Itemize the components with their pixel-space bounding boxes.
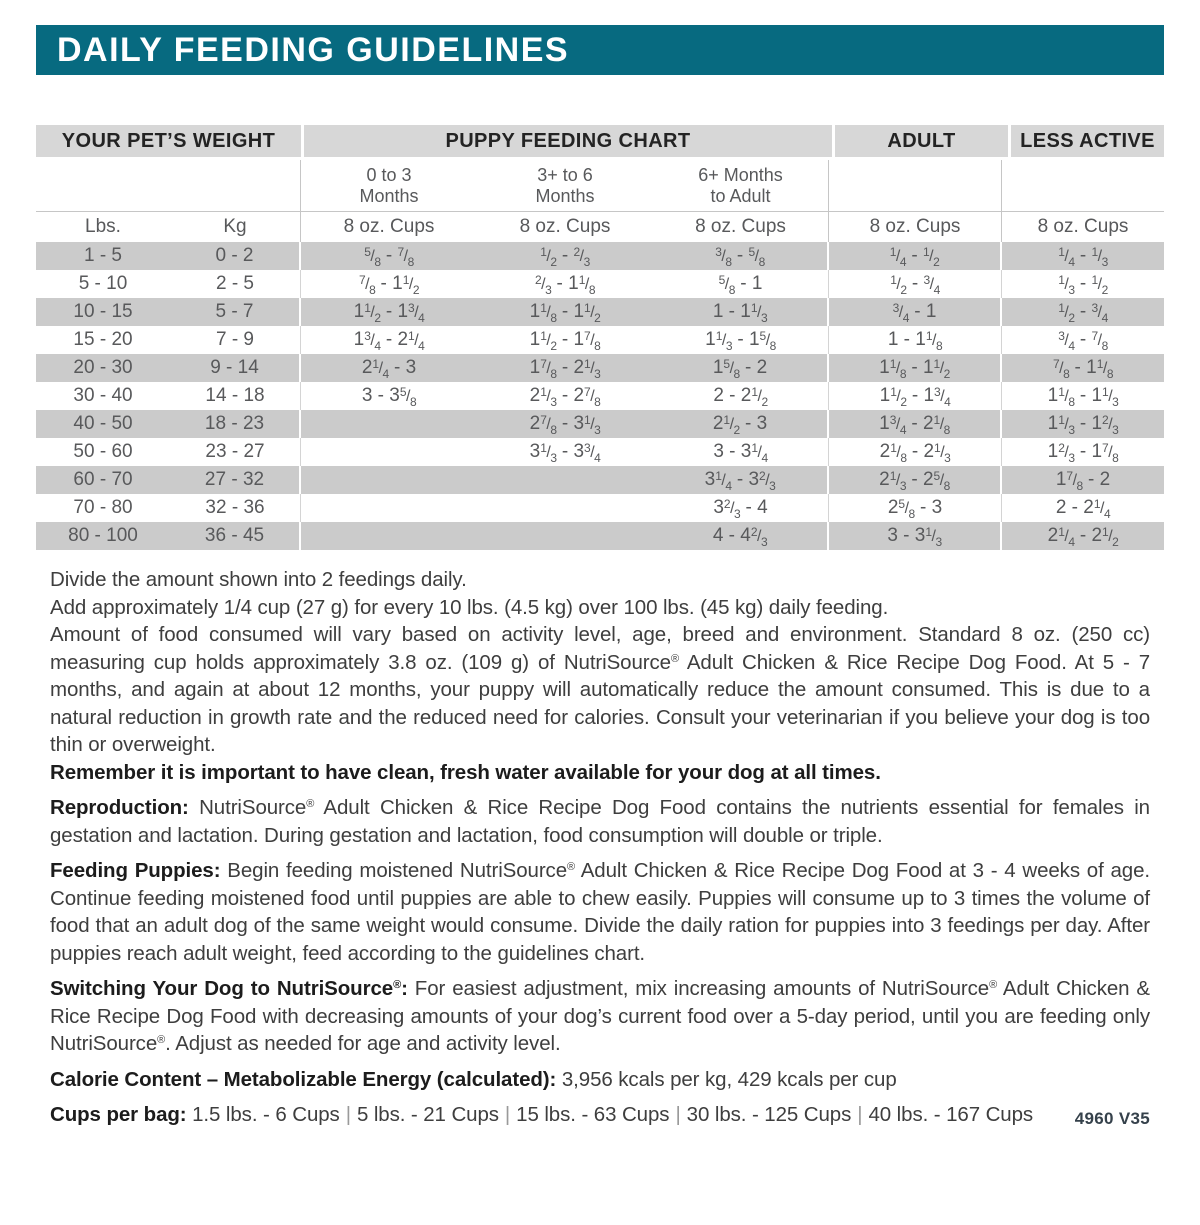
table-row xyxy=(36,354,1164,382)
less-active-cell: $^1/_2 - ^3/_4$ xyxy=(1058,301,1108,325)
puppy-6-adult-cell: $1 - 1^1/_3$ xyxy=(653,298,829,327)
calorie-content-label: Calorie Content – Metabolizable Energy (calculated): xyxy=(50,1067,557,1091)
adult-cell: $1^1/_2 - 1^3/_4$ xyxy=(829,382,1002,411)
switching-label: Switching Your Dog to NutriSource®: xyxy=(50,977,408,1000)
puppy-0-3-cell: $2^1/_4 - 3$ xyxy=(361,357,417,381)
puppy-0-3-cell: $1^1/_2 - 1^3/_4$ xyxy=(353,301,425,325)
lbs-cell: 60 - 70 xyxy=(73,469,133,490)
puppy-3-6-cell: $2^1/_3 - 2^7/_8$ xyxy=(529,385,601,409)
group-header-pet-weight: YOUR PET’S WEIGHT xyxy=(36,125,301,157)
unit-header-cups-3-6: 8 oz. Cups xyxy=(519,216,611,237)
puppy-3-6-cell xyxy=(477,522,653,551)
stage-0-3-months: 0 to 3 Months xyxy=(359,164,419,206)
lbs-cell: 40 - 50 xyxy=(73,413,133,434)
kg-cell: 27 - 32 xyxy=(170,466,301,495)
title-bar xyxy=(36,25,1164,75)
puppy-3-6-cell: $^2/_3 - 1^1/_8$ xyxy=(534,273,596,297)
unit-header-cups-6-adult: 8 oz. Cups xyxy=(653,212,829,242)
table-row xyxy=(36,438,1164,466)
lbs-cell: 70 - 80 xyxy=(73,497,133,518)
puppy-0-3-cell: $3 - 3^5/_8$ xyxy=(361,385,417,409)
unit-header-cups-adult: 8 oz. Cups xyxy=(829,212,1002,242)
kg-cell: 0 - 2 xyxy=(170,242,301,271)
reproduction-label: Reproduction: xyxy=(50,796,189,819)
adult-cell: $1 - 1^1/_8$ xyxy=(829,326,1002,355)
adult-cell: $2^1/_3 - 2^5/_8$ xyxy=(829,466,1002,495)
kg-cell: 23 - 27 xyxy=(170,438,301,467)
adult-cell: $1^1/_8 - 1^1/_2$ xyxy=(829,354,1002,383)
group-header-puppy-chart: PUPPY FEEDING CHART xyxy=(301,125,832,157)
less-active-cell: $1^1/_3 - 1^2/_3$ xyxy=(1047,413,1119,437)
group-header-less-active: LESS ACTIVE xyxy=(1008,125,1164,157)
kg-cell: 32 - 36 xyxy=(170,494,301,523)
puppy-0-3-cell xyxy=(301,410,477,439)
less-active-cell: $^1/_3 - ^1/_2$ xyxy=(1058,273,1108,297)
note-line-2: Add approximately 1/4 cup (27 g) for every 10 lbs. (4.5 kg) over 100 lbs. (45 kg) daily feeding. xyxy=(50,595,889,619)
lbs-cell: 20 - 30 xyxy=(73,357,133,378)
page-title: DAILY FEEDING GUIDELINES xyxy=(57,30,570,69)
puppy-0-3-cell xyxy=(301,438,477,467)
product-code: 4960 V35 xyxy=(1074,1109,1150,1128)
calorie-content-text: 3,956 kcals per kg, 429 kcals per cup xyxy=(561,1067,897,1091)
body-copy xyxy=(50,566,1150,1129)
kg-cell: 18 - 23 xyxy=(170,410,301,439)
table-row xyxy=(36,522,1164,550)
lbs-cell: 80 - 100 xyxy=(68,525,138,546)
adult-cell: $^1/_4 - ^1/_2$ xyxy=(829,242,1002,271)
puppy-6-adult-cell: $3^1/_4 - 3^2/_3$ xyxy=(653,466,829,495)
group-header-adult: ADULT xyxy=(832,125,1008,157)
puppy-stage-header-row xyxy=(36,160,1164,212)
puppy-3-6-cell: $^1/_2 - ^2/_3$ xyxy=(540,245,590,269)
table-row xyxy=(36,270,1164,298)
feeding-puppies-text: Begin feeding moistened NutriSource® Adult Chicken & Rice Recipe Dog Food at 3 - 4 weeks of age. Continue feeding moistened food until puppies are able to chew easily. Puppies will consume up to 3 times the volume of food that an adult dog of the same weight would consume. Divide the daily ration for puppies into 3 feedings per day. After puppies reach adult weight, feed according to the guidelines chart. xyxy=(50,859,1150,965)
puppy-0-3-cell xyxy=(301,494,477,523)
unit-header-row xyxy=(36,212,1164,242)
puppy-6-adult-cell: $^3/_8 - ^5/_8$ xyxy=(653,242,829,271)
feeding-table-body xyxy=(36,242,1164,550)
puppy-3-6-cell xyxy=(477,466,653,495)
table-row xyxy=(36,382,1164,410)
adult-cell: $3 - 3^1/_3$ xyxy=(829,522,1002,551)
puppy-0-3-cell xyxy=(301,522,477,551)
lbs-cell: 10 - 15 xyxy=(73,301,133,322)
puppy-0-3-cell: $^5/_8 - ^7/_8$ xyxy=(364,245,414,269)
table-row xyxy=(36,298,1164,326)
water-reminder: Remember it is important to have clean, fresh water available for your dog at all times. xyxy=(50,760,881,784)
puppy-6-adult-cell: $3 - 3^1/_4$ xyxy=(653,438,829,467)
feeding-puppies-section xyxy=(50,857,1150,967)
table-row xyxy=(36,326,1164,354)
switching-section xyxy=(50,975,1150,1058)
less-active-cell: $^1/_4 - ^1/_3$ xyxy=(1058,245,1108,269)
less-active-cell: $1^2/_3 - 1^7/_8$ xyxy=(1047,441,1119,465)
table-row xyxy=(36,494,1164,522)
unit-header-kg: Kg xyxy=(170,212,301,242)
puppy-6-adult-cell: $1^5/_8 - 2$ xyxy=(653,354,829,383)
cups-per-bag-section xyxy=(50,1101,1150,1129)
calorie-content-section xyxy=(50,1066,1150,1094)
feeding-notes xyxy=(50,566,1150,786)
puppy-3-6-cell xyxy=(477,494,653,523)
unit-header-cups-less-active: 8 oz. Cups xyxy=(1037,216,1129,237)
table-row xyxy=(36,466,1164,494)
feeding-guidelines-table xyxy=(36,125,1164,550)
stage-3-6-months: 3+ to 6 Months xyxy=(535,164,595,206)
puppy-3-6-cell: $3^1/_3 - 3^3/_4$ xyxy=(529,441,601,465)
less-active-cell: $2 - 2^1/_4$ xyxy=(1055,497,1111,521)
kg-cell: 14 - 18 xyxy=(170,382,301,411)
puppy-0-3-cell: $^7/_8 - 1^1/_2$ xyxy=(358,273,420,297)
puppy-0-3-cell: $1^3/_4 - 2^1/_4$ xyxy=(353,329,425,353)
less-active-cell: $1^7/_8 - 2$ xyxy=(1055,469,1111,493)
cups-per-bag-label: Cups per bag: xyxy=(50,1103,187,1126)
puppy-3-6-cell: $1^1/_2 - 1^7/_8$ xyxy=(529,329,601,353)
adult-cell: $1^3/_4 - 2^1/_8$ xyxy=(829,410,1002,439)
kg-cell: 36 - 45 xyxy=(170,522,301,551)
puppy-6-adult-cell: $4 - 4^2/_3$ xyxy=(653,522,829,551)
unit-header-lbs: Lbs. xyxy=(85,216,121,237)
lbs-cell: 50 - 60 xyxy=(73,441,133,462)
puppy-6-adult-cell: $2^1/_2 - 3$ xyxy=(653,410,829,439)
kg-cell: 5 - 7 xyxy=(170,298,301,327)
kg-cell: 2 - 5 xyxy=(170,270,301,299)
adult-cell: $^1/_2 - ^3/_4$ xyxy=(829,270,1002,299)
unit-header-cups-0-3: 8 oz. Cups xyxy=(343,216,435,237)
puppy-0-3-cell xyxy=(301,466,477,495)
puppy-6-adult-cell: $2 - 2^1/_2$ xyxy=(653,382,829,411)
puppy-3-6-cell: $1^7/_8 - 2^1/_3$ xyxy=(529,357,601,381)
lbs-cell: 1 - 5 xyxy=(83,245,123,266)
lbs-cell: 5 - 10 xyxy=(78,273,128,294)
less-active-cell: $^7/_8 - 1^1/_8$ xyxy=(1052,357,1114,381)
puppy-3-6-cell: $1^1/_8 - 1^1/_2$ xyxy=(529,301,601,325)
reproduction-section xyxy=(50,794,1150,849)
switching-text: For easiest adjustment, mix increasing amounts of NutriSource® Adult Chicken & Rice Recipe Dog Food with decreasing amounts of your dog’s current food over a 5-day period, until you are feeding only NutriSource®. Adjust as needed for age and activity level. xyxy=(50,977,1150,1055)
puppy-6-adult-cell: $^5/_8 - 1$ xyxy=(653,270,829,299)
reproduction-text: NutriSource® Adult Chicken & Rice Recipe Dog Food contains the nutrients essential for females in gestation and lactation. During gestation and lactation, food consumption will double or triple. xyxy=(50,796,1150,847)
cups-per-bag-text: 1.5 lbs. - 6 Cups | 5 lbs. - 21 Cups | 15 lbs. - 63 Cups | 30 lbs. - 125 Cups | 40 lbs. - 167 Cups xyxy=(192,1103,1034,1126)
adult-cell: $2^1/_8 - 2^1/_3$ xyxy=(829,438,1002,467)
adult-cell: $^3/_4 - 1$ xyxy=(829,298,1002,327)
puppy-6-adult-cell: $3^2/_3 - 4$ xyxy=(653,494,829,523)
table-row xyxy=(36,410,1164,438)
adult-cell: $2^5/_8 - 3$ xyxy=(829,494,1002,523)
less-active-cell: $^3/_4 - ^7/_8$ xyxy=(1058,329,1108,353)
feeding-puppies-label: Feeding Puppies: xyxy=(50,859,221,882)
puppy-3-6-cell: $2^7/_8 - 3^1/_3$ xyxy=(529,413,601,437)
table-row xyxy=(36,242,1164,270)
kg-cell: 9 - 14 xyxy=(170,354,301,383)
stage-6-months-to-adult: 6+ Months to Adult xyxy=(653,160,829,211)
less-active-cell: $2^1/_4 - 2^1/_2$ xyxy=(1047,525,1119,549)
note-line-1: Divide the amount shown into 2 feedings daily. xyxy=(50,568,467,591)
less-active-cell: $1^1/_8 - 1^1/_3$ xyxy=(1047,385,1119,409)
note-body: Amount of food consumed will vary based on activity level, age, breed and environment. Standard 8 oz. (250 cc) measuring cup holds approximately 3.8 oz. (109 g) of NutriSource® Adult Chicken & Rice Recipe Dog Food. At 5 - 7 months, and again at about 12 months, your puppy will automatically reduce the amount consumed. This is due to a natural reduction in growth rate and the reduced need for calories. Consult your veterinarian if you believe your dog is too thin or overweight. xyxy=(50,623,1150,756)
puppy-6-adult-cell: $1^1/_3 - 1^5/_8$ xyxy=(653,326,829,355)
lbs-cell: 15 - 20 xyxy=(73,329,133,350)
kg-cell: 7 - 9 xyxy=(170,326,301,355)
table-group-header-row xyxy=(36,125,1164,157)
lbs-cell: 30 - 40 xyxy=(73,385,133,406)
